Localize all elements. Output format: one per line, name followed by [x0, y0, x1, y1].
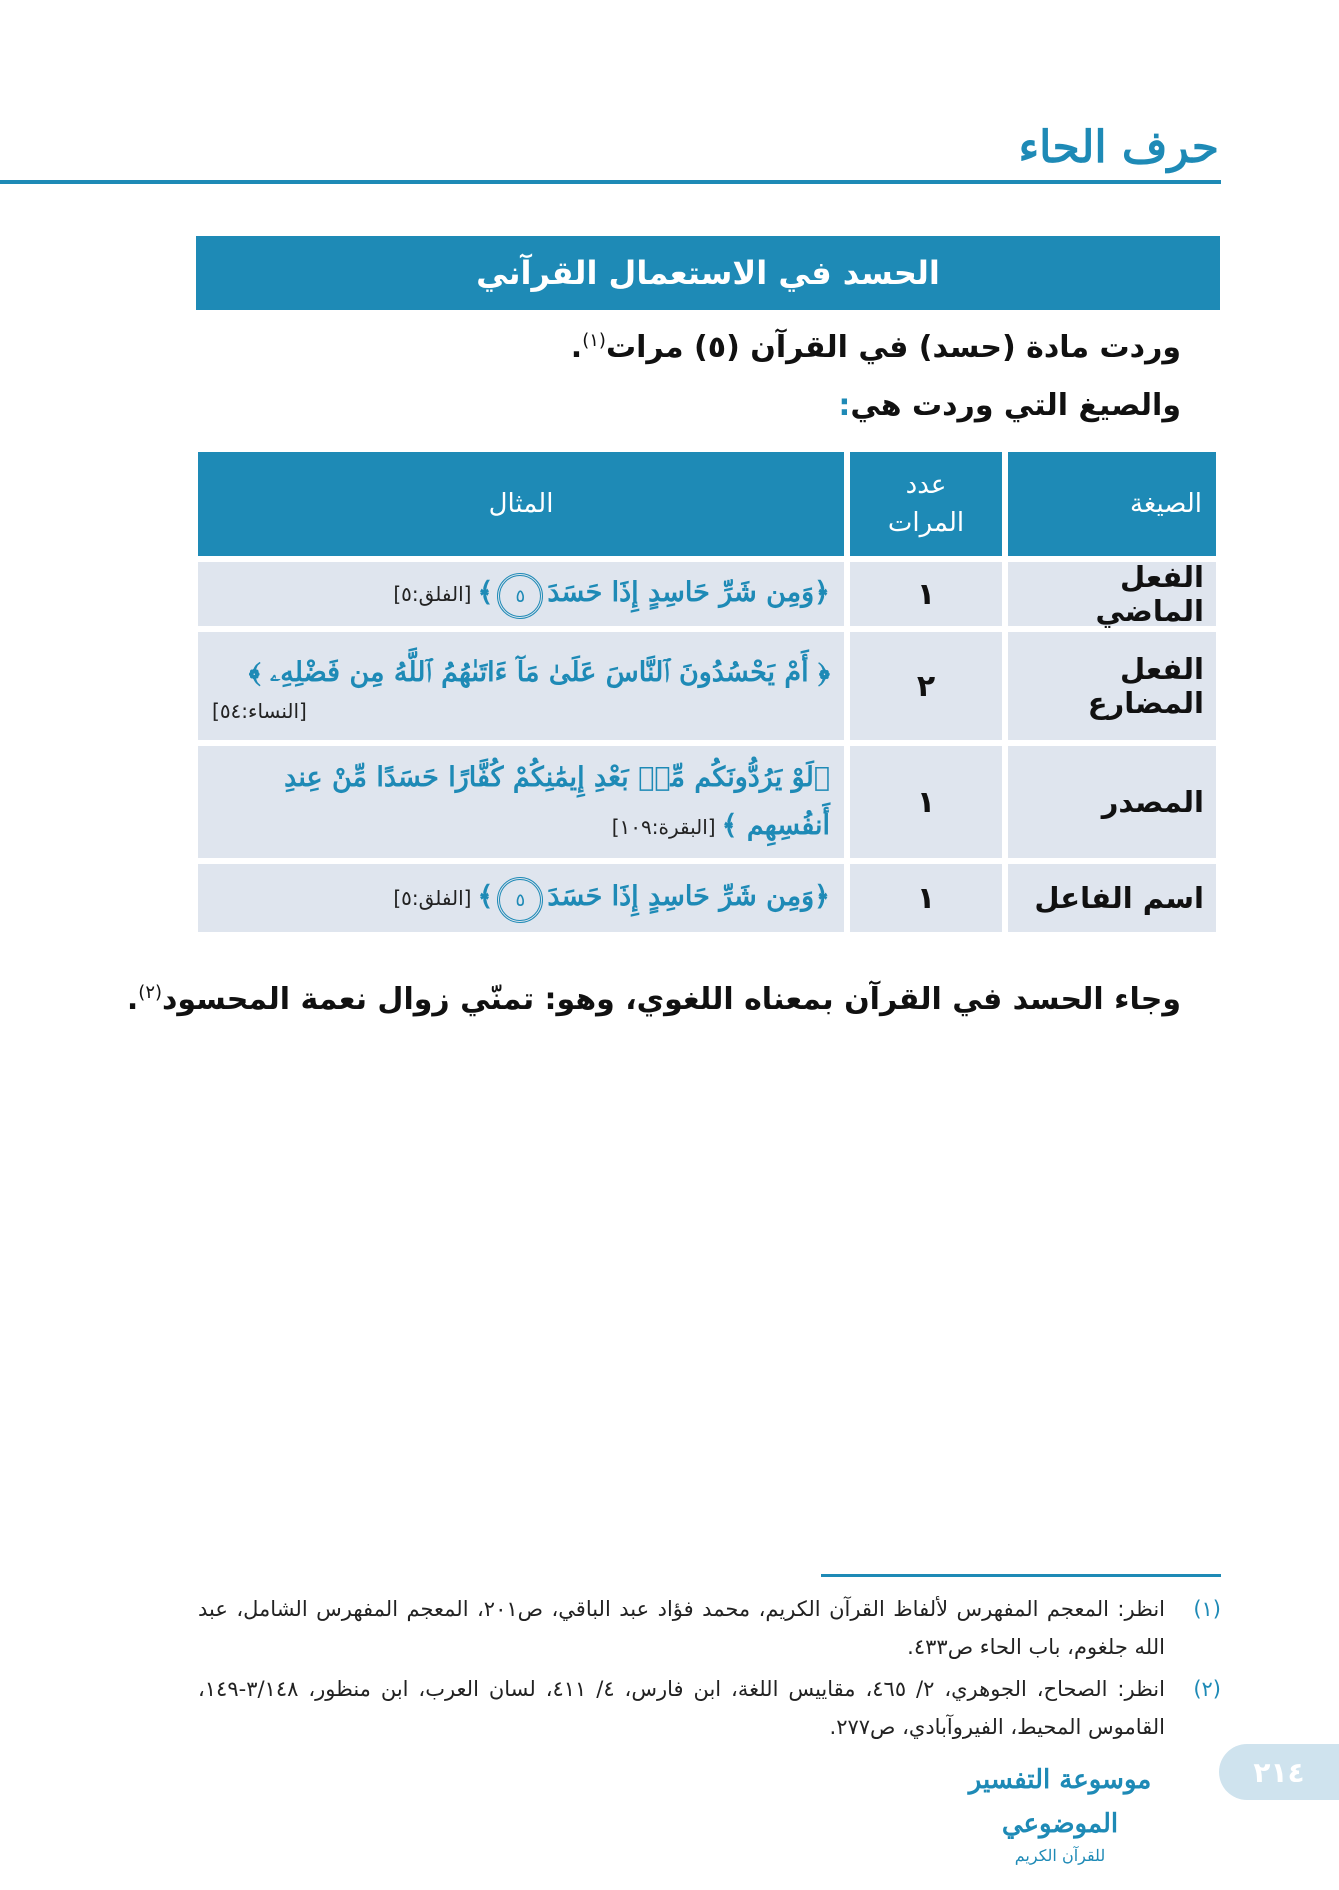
header-form: الصيغة	[1008, 452, 1216, 556]
chapter-title: حرف الحاء	[1018, 122, 1219, 173]
header-count	[850, 452, 1002, 556]
table-header-row	[198, 452, 1216, 556]
intro-line-2	[838, 388, 1181, 423]
intro-line-1	[571, 330, 1181, 365]
header-count-top: عدد	[905, 470, 947, 500]
verse-close: ﴾	[477, 880, 494, 912]
footnote-item	[198, 1670, 1221, 1746]
verse-reference: [الفلق:٥]	[393, 581, 472, 606]
row-count: ١	[850, 746, 1002, 858]
footnote-text: انظر: الصحاح، الجوهري، ٢/ ٤٦٥، مقاييس اللغة، ابن فارس، ٤/ ٤١١، لسان العرب، ابن منظور، ٣/١٤٨-١٤٩، القاموس المحيط، الفيروآبادي، ص٢٧٧.	[198, 1677, 1165, 1739]
footnotes	[198, 1590, 1221, 1750]
verse-text: ﴿وَمِن شَرِّ حَاسِدٍ إِذَا حَسَدَ	[547, 880, 830, 912]
closing-period: .	[126, 982, 139, 1017]
footnote-divider	[821, 1574, 1221, 1577]
verse-reference: [البقرة:١٠٩]	[611, 815, 716, 839]
table-row	[198, 562, 1216, 626]
footnote-number: (١)	[1193, 1597, 1221, 1621]
page-number-text: ٢١٤	[1253, 1755, 1305, 1789]
section-banner	[196, 236, 1220, 310]
header-example: المثال	[198, 452, 844, 556]
footnote-ref-2[interactable]: (٢)	[138, 982, 163, 1003]
row-form: اسم الفاعل	[1008, 864, 1216, 932]
footnote-number: (٢)	[1193, 1677, 1221, 1701]
table-row	[198, 864, 1216, 932]
footnote-ref-1[interactable]: (١)	[582, 330, 606, 351]
logo-subtitle: للقرآن الكريم	[1014, 1846, 1106, 1865]
section-title: الحسد في الاستعمال القرآني	[476, 254, 940, 292]
encyclopedia-logo	[940, 1758, 1180, 1865]
logo-title: موسوعة التفسير الموضوعي	[968, 1765, 1152, 1839]
row-count: ١	[850, 864, 1002, 932]
footnote-text: انظر: المعجم المفهرس لألفاظ القرآن الكريم، محمد فؤاد عبد الباقي، ص٢٠١، المعجم المفهرس الشامل، عبد الله جلغوم، باب الحاء ص٤٣٣.	[198, 1597, 1165, 1659]
row-example	[198, 746, 844, 858]
verse-reference: [الفلق:٥]	[393, 885, 472, 910]
verse-text: ﴿وَمِن شَرِّ حَاسِدٍ إِذَا حَسَدَ	[547, 576, 830, 608]
verse-reference: [النساء:٥٤]	[212, 699, 307, 723]
row-form: الفعل الماضي	[1008, 562, 1216, 626]
closing-paragraph	[127, 982, 1181, 1017]
row-count: ١	[850, 562, 1002, 626]
table-row	[198, 632, 1216, 740]
table-row	[198, 746, 1216, 858]
intro-text: وردت مادة (حسد) في القرآن (٥) مرات	[605, 330, 1181, 365]
row-example	[198, 562, 844, 626]
footnote-item	[198, 1590, 1221, 1666]
header-count-bottom: المرات	[887, 508, 965, 538]
intro-period: .	[570, 330, 583, 365]
intro-text-2: والصيغ التي وردت هي	[850, 388, 1181, 423]
header-divider	[0, 180, 1221, 184]
closing-text: وجاء الحسد في القرآن بمعناه اللغوي، وهو: تمنّي زوال نعمة المحسود	[162, 982, 1181, 1017]
row-example	[198, 632, 844, 740]
ayah-end-icon: ٥	[497, 573, 543, 619]
page-number	[1219, 1744, 1339, 1800]
row-form: الفعل المضارع	[1008, 632, 1216, 740]
row-example	[198, 864, 844, 932]
verse-text: ﴿ أَمْ يَحْسُدُونَ ٱلنَّاسَ عَلَىٰ مَآ ءَاتَىٰهُمُ ٱللَّهُ مِن فَضْلِهِۦ ﴾	[248, 657, 830, 688]
verse-text: ﴿لَوْ يَرُدُّونَكُم مِّنۢ بَعْدِ إِيمَٰنِكُمْ كُفَّارًا حَسَدًا مِّنْ عِندِ	[284, 762, 830, 793]
forms-table	[198, 452, 1216, 938]
ayah-end-icon: ٥	[497, 877, 543, 923]
verse-close: ﴾	[477, 576, 494, 608]
verse-text-cont: أَنفُسِهِم ﴾	[721, 810, 830, 841]
row-form: المصدر	[1008, 746, 1216, 858]
intro-colon: :	[838, 388, 851, 423]
row-count: ٢	[850, 632, 1002, 740]
